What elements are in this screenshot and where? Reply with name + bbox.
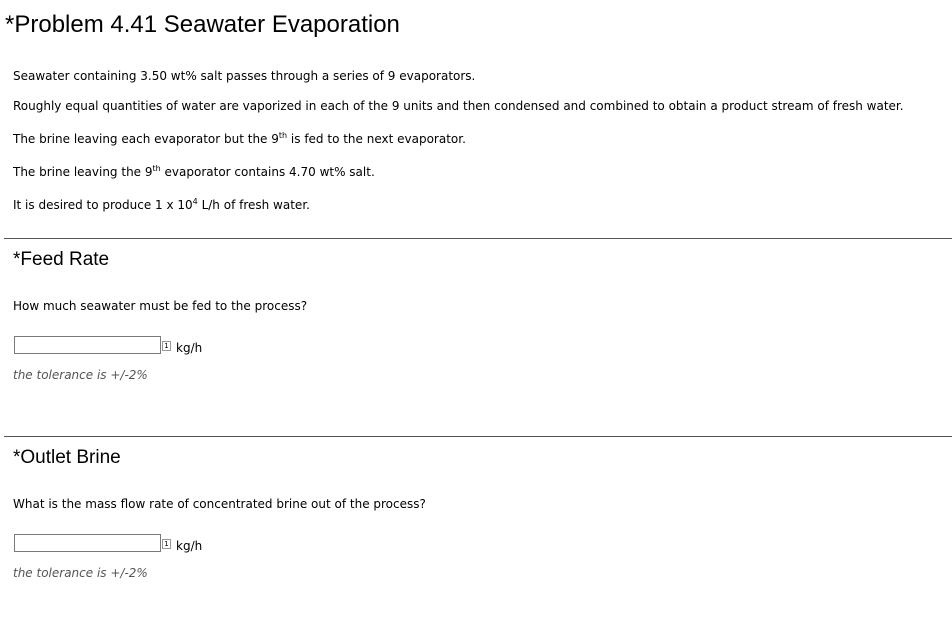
outlet-brine-answer-input[interactable]	[14, 534, 161, 552]
outlet-brine-tolerance: the tolerance is +/-2%	[13, 566, 148, 580]
section-divider	[4, 238, 952, 239]
section-heading-outlet-brine: *Outlet Brine	[13, 447, 121, 468]
section-divider	[4, 436, 952, 437]
answer-annotation-marker: 1	[162, 341, 171, 351]
feed-rate-unit: kg/h	[176, 341, 203, 355]
answer-annotation-marker: 1	[162, 539, 171, 549]
question-feed-rate: How much seawater must be fed to the process?	[13, 299, 308, 313]
intro-line-4: The brine leaving the 9th evaporator contains 4.70 wt% salt.	[13, 164, 375, 179]
feed-rate-answer-input[interactable]	[14, 336, 161, 354]
feed-rate-tolerance: the tolerance is +/-2%	[13, 368, 148, 382]
question-outlet-brine: What is the mass flow rate of concentrated brine out of the process?	[13, 497, 426, 511]
intro-line-1: Seawater containing 3.50 wt% salt passes through a series of 9 evaporators.	[13, 69, 476, 83]
intro-line-3: The brine leaving each evaporator but the 9th is fed to the next evaporator.	[13, 131, 466, 146]
outlet-brine-unit: kg/h	[176, 539, 203, 553]
page-title: *Problem 4.41 Seawater Evaporation	[5, 11, 400, 38]
intro-line-2: Roughly equal quantities of water are vaporized in each of the 9 units and then condensed and combined to obtain a product stream of fresh water.	[13, 99, 904, 113]
section-heading-feed-rate: *Feed Rate	[13, 249, 110, 270]
intro-line-5: It is desired to produce 1 x $10^4$ L/h of fresh water.	[13, 197, 310, 212]
